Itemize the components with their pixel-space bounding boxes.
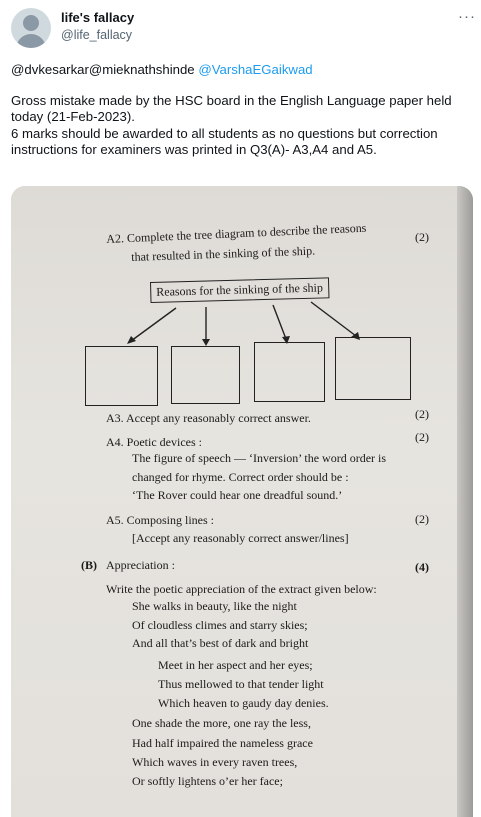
b-title: Appreciation : — [106, 558, 175, 572]
a4-line-2: changed for rhyme. Correct order should be : — [132, 470, 349, 484]
a4-marks: (2) — [415, 430, 429, 444]
a2-line-1: A2. Complete the tree diagram to describe the reasons — [106, 220, 367, 246]
more-options-icon[interactable]: ··· — [458, 8, 476, 25]
poem-line-2: Of cloudless climes and starry skies; — [132, 618, 308, 632]
tweet-paragraph-1: Gross mistake made by the HSC board in the English Language paper held today (21-Feb-2023). — [11, 92, 452, 124]
b-instruction: Write the poetic appreciation of the extract given below: — [106, 582, 377, 596]
poem-line-1: She walks in beauty, like the night — [132, 599, 297, 613]
a4-title: A4. Poetic devices : — [106, 435, 202, 449]
a5-title: A5. Composing lines : — [106, 513, 215, 527]
poem-line-10: Or softly lightens o’er her face; — [132, 774, 283, 788]
a2-marks: (2) — [415, 230, 429, 244]
b-label: (B) — [81, 558, 97, 572]
a2-line-2: that resulted in the sinking of the ship. — [131, 243, 316, 264]
tree-blank-box-1 — [85, 346, 158, 406]
tree-blank-box-4 — [335, 337, 411, 400]
b-marks: (4) — [415, 560, 429, 574]
user-handle[interactable]: @life_fallacy — [61, 28, 133, 42]
a4-line-3: ‘The Rover could hear one dreadful sound.’ — [132, 488, 343, 502]
mention-links[interactable]: @dvkesarkar@mieknathshinde — [11, 62, 199, 77]
poem-line-8: Had half impaired the nameless grace — [132, 736, 313, 750]
default-avatar-icon[interactable] — [11, 8, 51, 48]
tweet-mentions — [11, 62, 473, 79]
display-name[interactable]: life's fallacy — [61, 10, 135, 25]
a3-marks: (2) — [415, 407, 429, 421]
poem-line-7: One shade the more, one ray the less, — [132, 716, 311, 730]
tree-blank-box-3 — [254, 342, 325, 402]
exam-paper-photo — [11, 186, 473, 817]
poem-line-6: Which heaven to gaudy day denies. — [158, 696, 329, 710]
tree-root-box: Reasons for the sinking of the ship — [150, 277, 329, 303]
poem-line-5: Thus mellowed to that tender light — [158, 677, 324, 691]
a4-line-1: The figure of speech — ‘Inversion’ the word order is — [132, 451, 387, 465]
a3-line: A3. Accept any reasonably correct answer. — [106, 411, 311, 425]
a5-line-1: [Accept any reasonably correct answer/lines] — [132, 531, 349, 545]
tweet-text — [11, 62, 473, 159]
a5-marks: (2) — [415, 512, 429, 526]
tweet-paragraph-2: 6 marks should be awarded to all students as no questions but correction instructions for examiners was printed in Q3(A)- A3,A4 and A5. — [11, 125, 438, 157]
tree-blank-box-2 — [171, 346, 240, 404]
tweet-header — [0, 0, 481, 56]
tweet-photo[interactable] — [11, 186, 473, 817]
mention-link[interactable]: @VarshaEGaikwad — [198, 62, 313, 77]
poem-line-9: Which waves in every raven trees, — [132, 755, 298, 769]
poem-line-3: And all that’s best of dark and bright — [132, 636, 309, 650]
poem-line-4: Meet in her aspect and her eyes; — [158, 658, 313, 672]
